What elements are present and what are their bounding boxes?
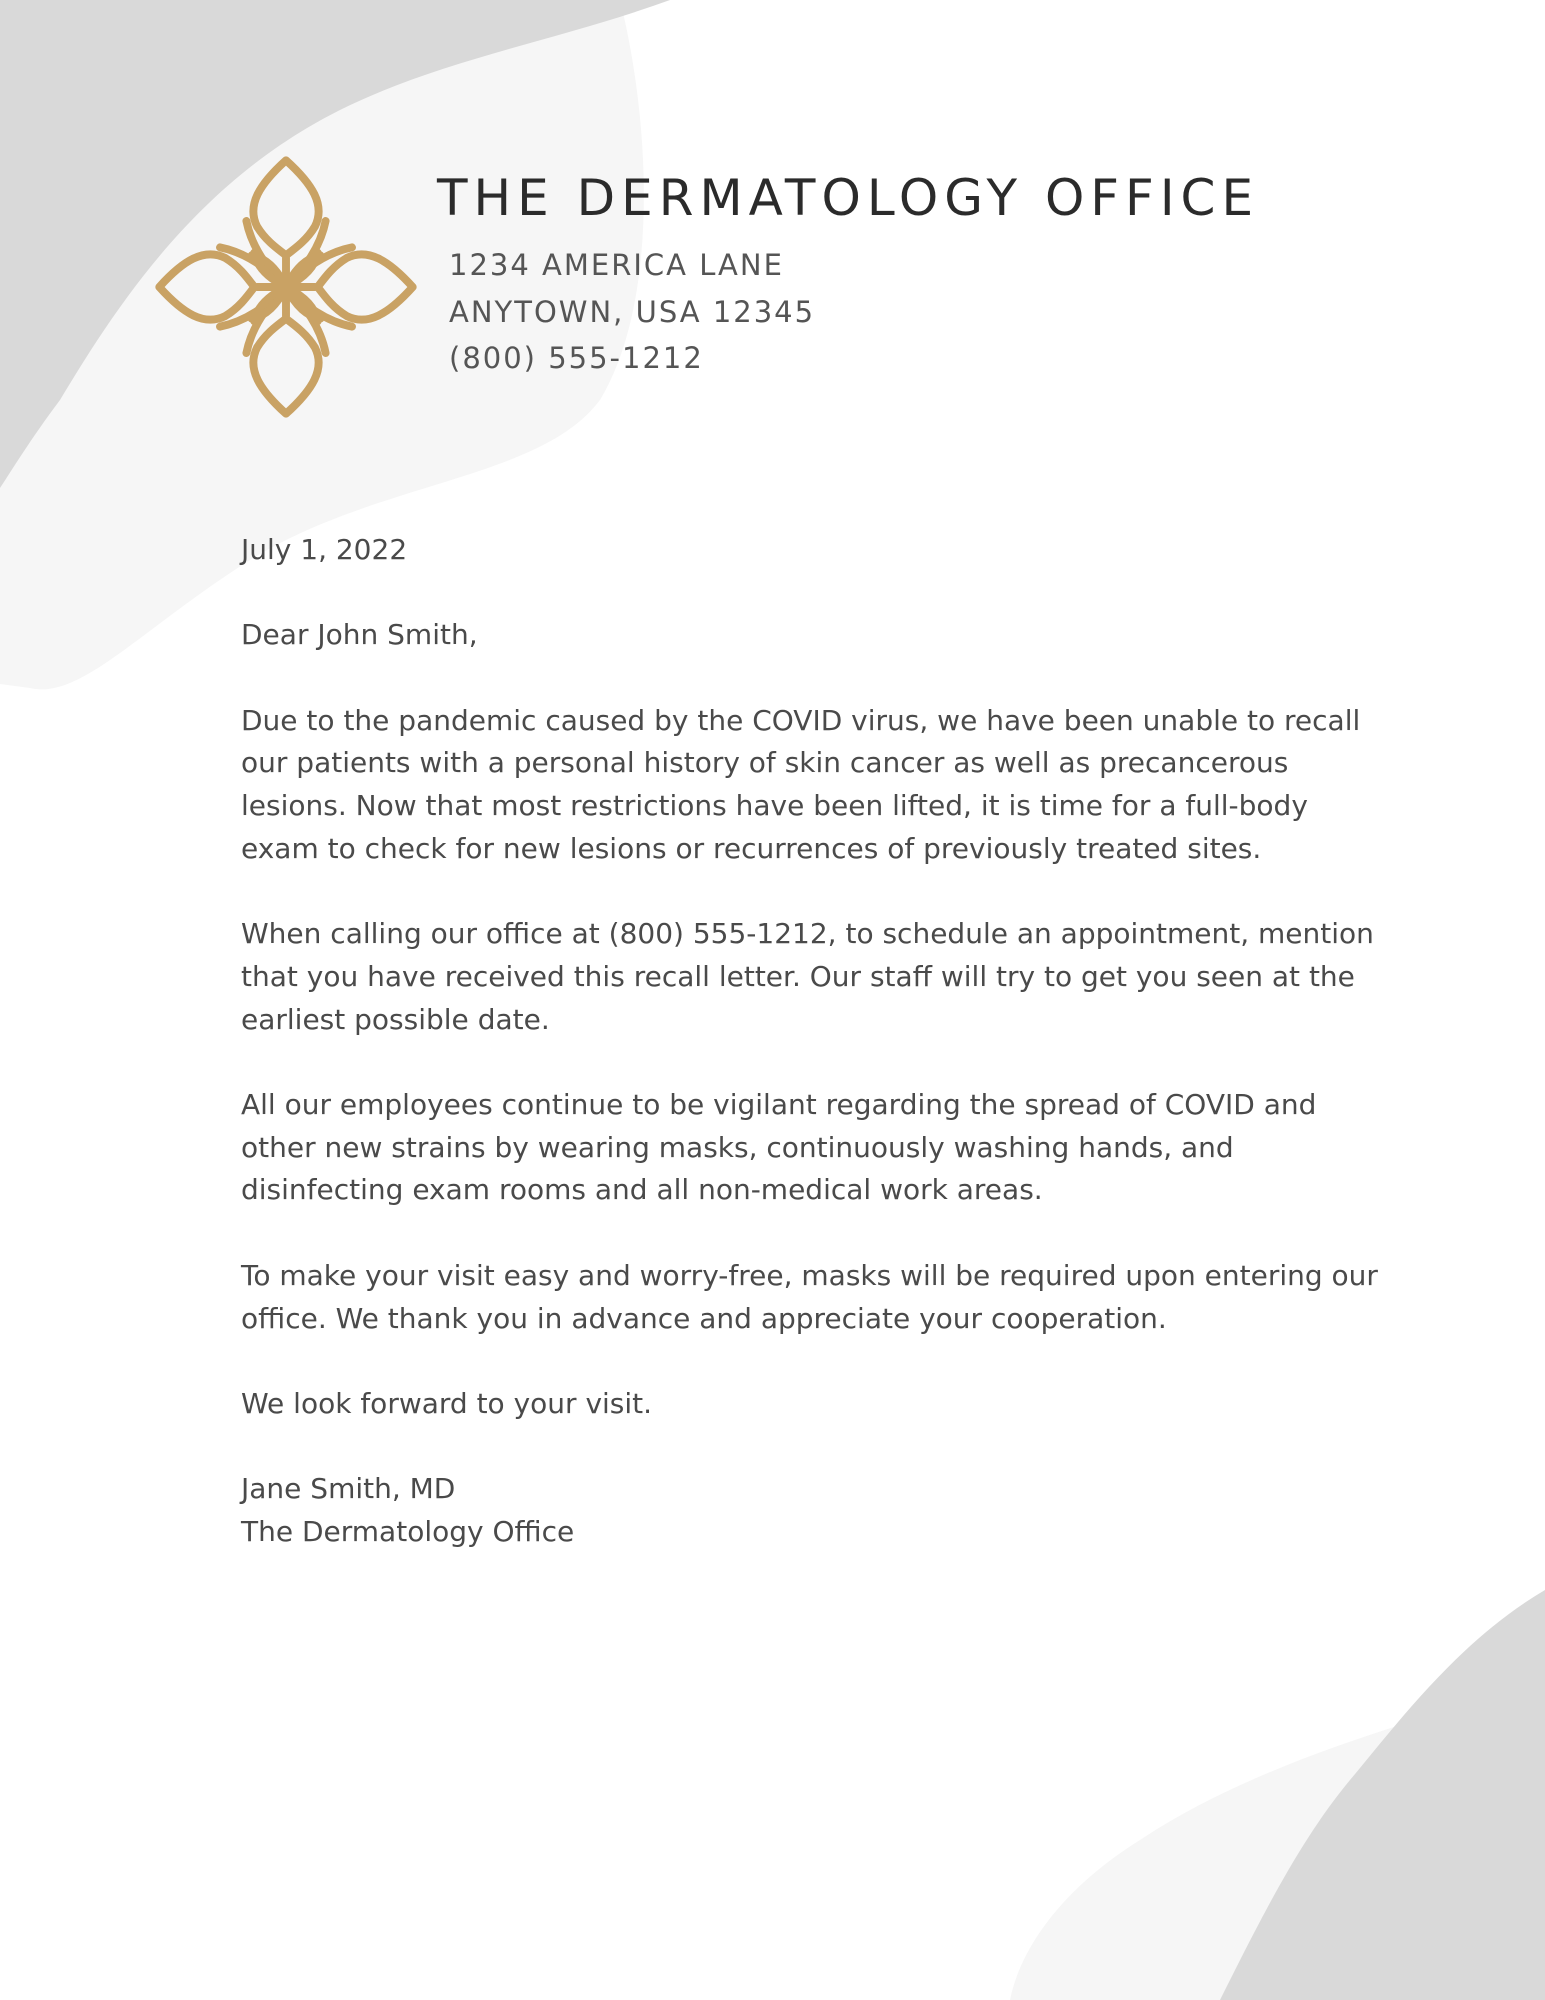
letter-paragraph: We look forward to your visit. bbox=[241, 1386, 653, 1420]
letter-salutation: Dear John Smith, bbox=[241, 618, 478, 652]
letter-paragraph: To make your visit easy and worry-free, masks will be required upon entering our office. We thank you in advance and appreciate your cooperation. bbox=[241, 1258, 1378, 1335]
signature-name: Jane Smith, MD bbox=[241, 1472, 456, 1506]
office-address-block bbox=[449, 242, 815, 382]
signature-organization: The Dermatology Office bbox=[241, 1515, 575, 1549]
address-street: 1234 AMERICA LANE bbox=[449, 248, 784, 282]
letter-signature bbox=[241, 1468, 1391, 1553]
letter-paragraph: All our employees continue to be vigilant regarding the spread of COVID and other new strains by wearing masks, continuously washing hands, and disinfecting exam rooms and all non-medical work areas. bbox=[241, 1088, 1317, 1207]
flower-cross-icon bbox=[154, 155, 418, 419]
address-city: ANYTOWN, USA 12345 bbox=[449, 294, 816, 329]
letter-paragraph: When calling our office at (800) 555-1212, to schedule an appointment, mention that you have received this recall letter. Our staff will try to get you seen at the earliest possible date. bbox=[241, 917, 1374, 1036]
logo-tendril-group bbox=[220, 221, 352, 353]
office-name-heading: THE DERMATOLOGY OFFICE bbox=[437, 169, 1260, 227]
office-phone: (800) 555-1212 bbox=[449, 341, 704, 375]
letter-body bbox=[241, 529, 1391, 1554]
letter-date: July 1, 2022 bbox=[241, 533, 408, 566]
letter-paragraph: Due to the pandemic caused by the COVID virus, we have been unable to recall our patients with a personal history of skin cancer as well as precancerous lesions. Now that most restrictions have been lifted, it is time for a full-body exam to check for new lesions or recurrences of previously treated sites. bbox=[241, 703, 1361, 865]
